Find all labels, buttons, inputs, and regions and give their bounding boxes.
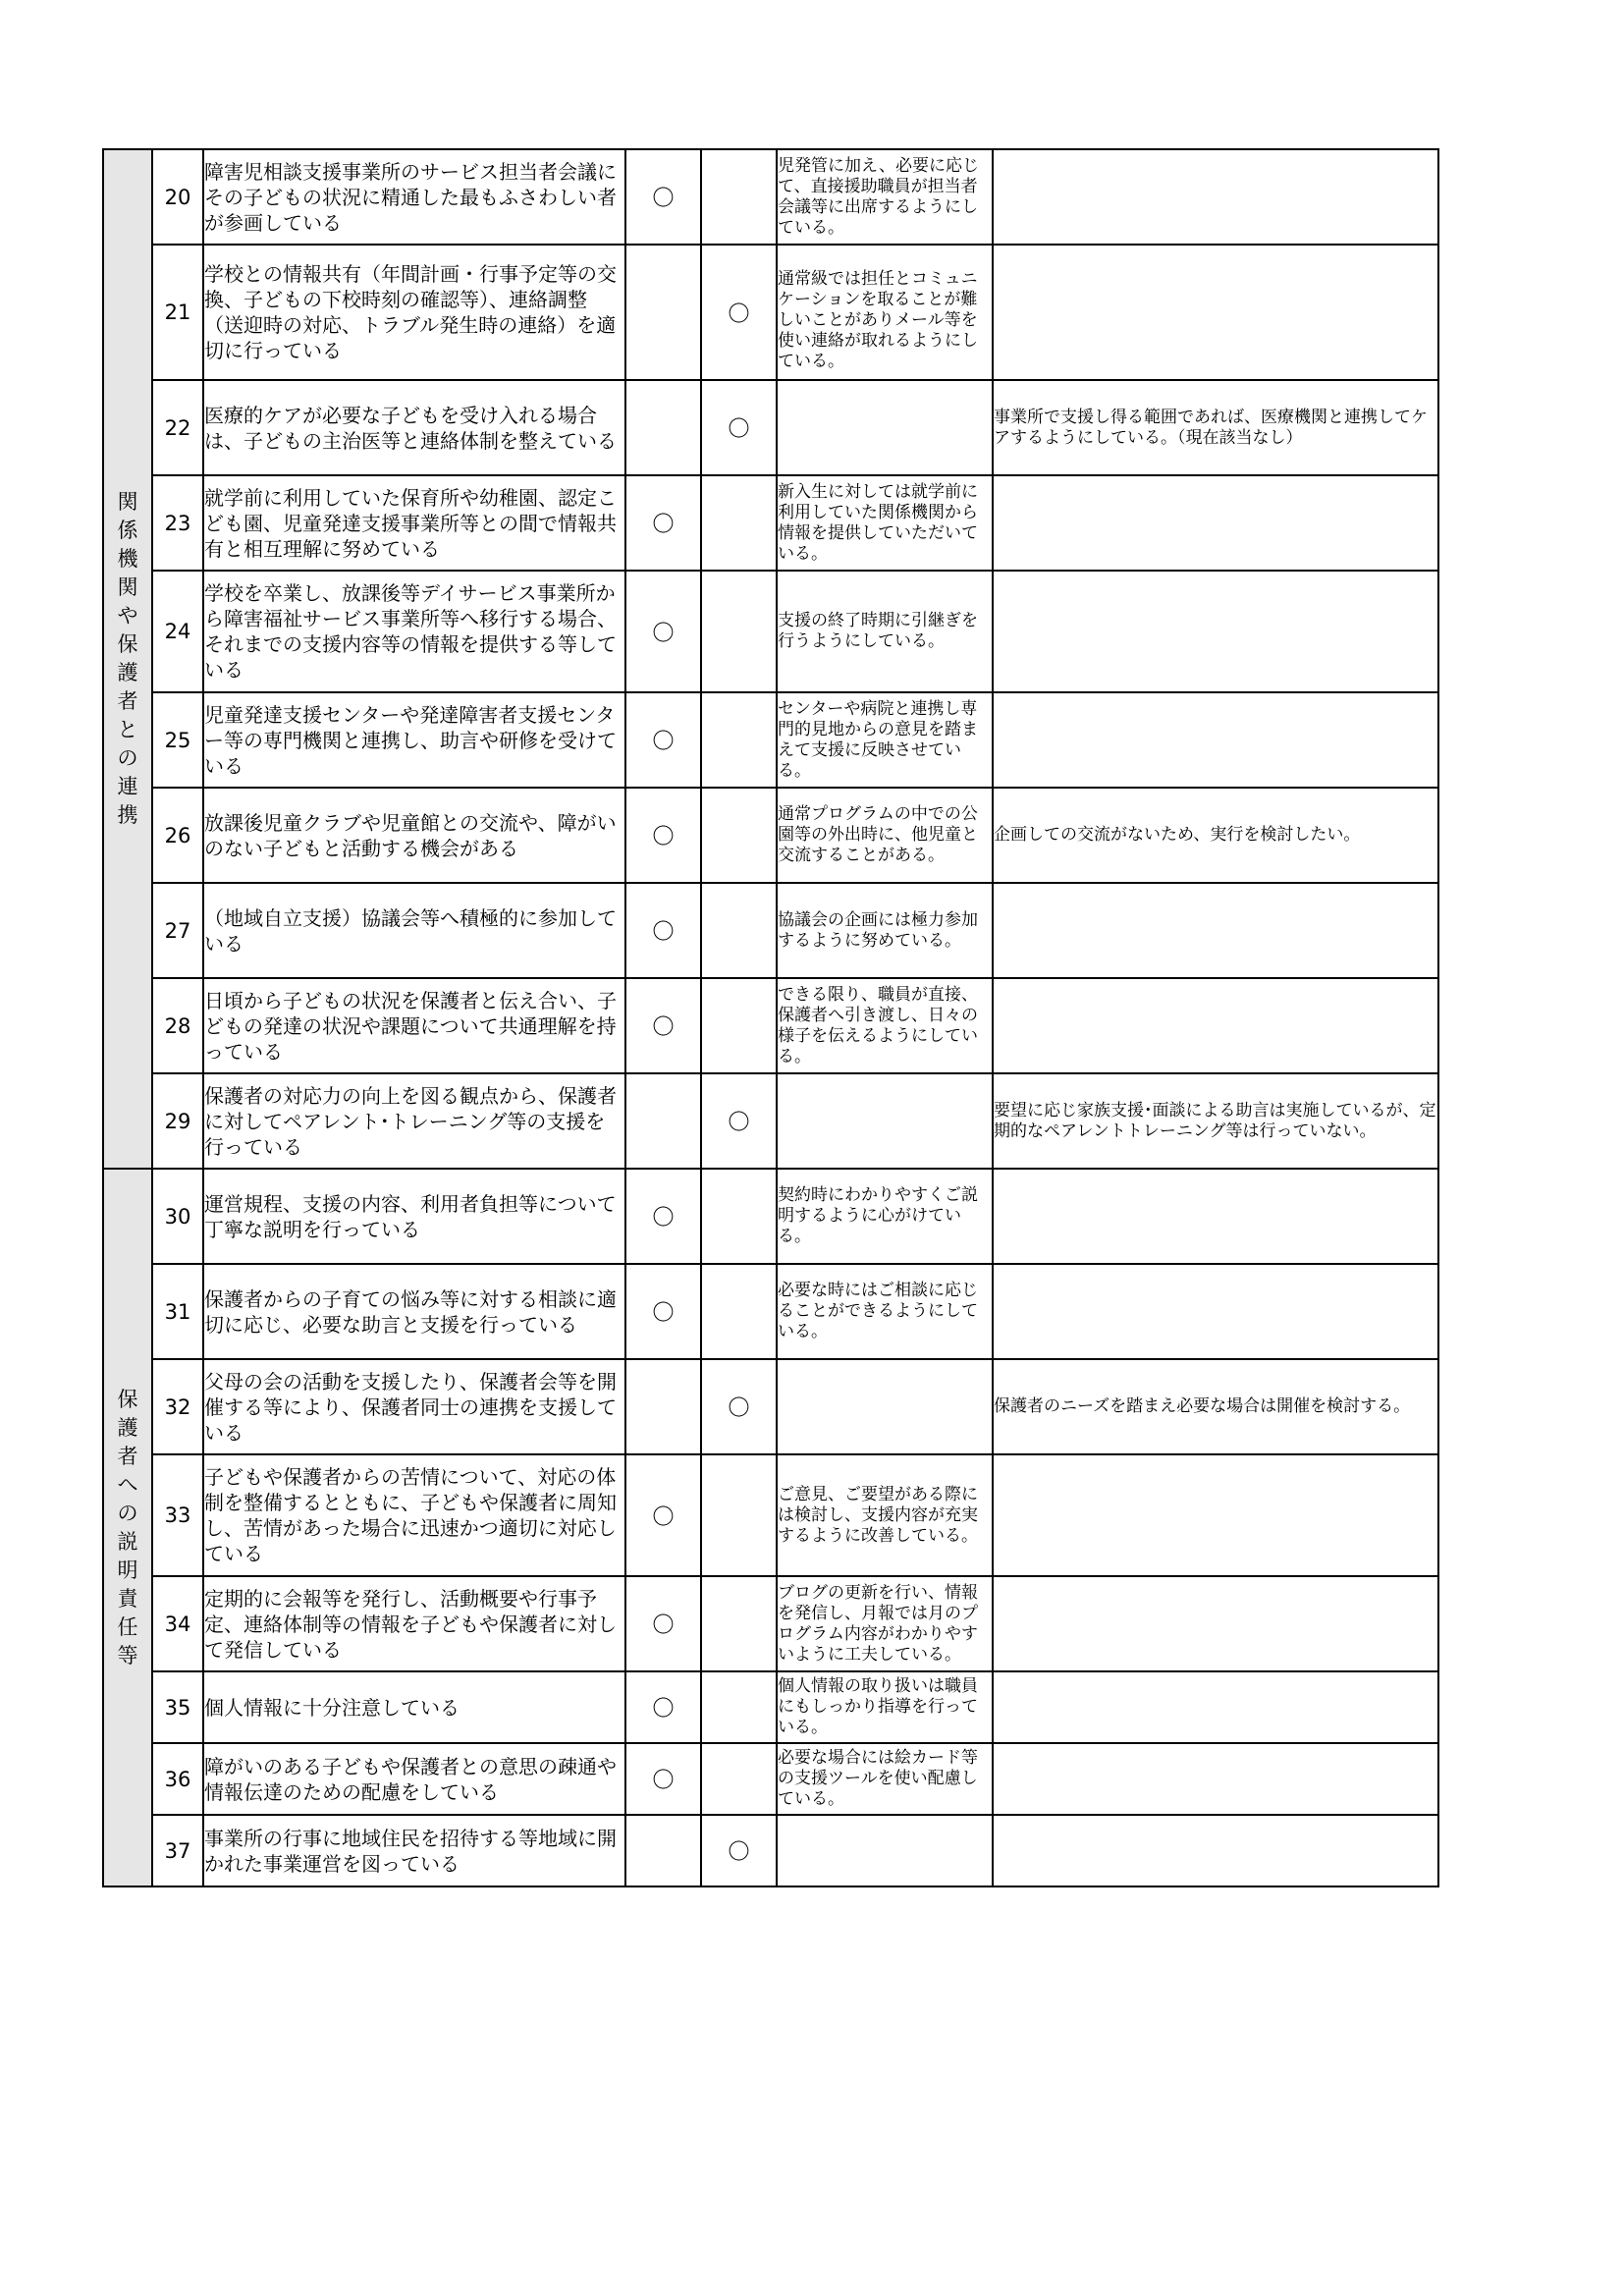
yes-mark: 〇: [652, 825, 675, 849]
table-row: [103, 1169, 1438, 1264]
mark-yes-cell: [625, 978, 701, 1073]
improvement-note: [777, 692, 993, 788]
remark-text: [993, 883, 1438, 978]
mark-no-cell: [701, 149, 777, 245]
no-mark: 〇: [728, 1840, 750, 1865]
table-row: [103, 475, 1438, 571]
yes-mark: 〇: [652, 1301, 675, 1326]
remark-text: [993, 1576, 1438, 1671]
table-row: [103, 1359, 1438, 1454]
mark-no-cell: [701, 245, 777, 380]
improvement-note: [777, 149, 993, 245]
mark-yes-cell: [625, 1815, 701, 1886]
note-text: 契約時にわかりやすくご説明するように心がけている。: [778, 1185, 978, 1246]
item-text: 定期的に会報等を発行し、活動概要や行事予定、連絡体制等の情報を子どもや保護者に対して発信している: [203, 1576, 625, 1671]
item-number: 26: [152, 788, 203, 883]
item-number: 27: [152, 883, 203, 978]
mark-yes-cell: [625, 475, 701, 571]
mark-no-cell: [701, 1169, 777, 1264]
evaluation-table: [102, 148, 1439, 1887]
remark-text: 保護者のニーズを踏まえ必要な場合は開催を検討する。: [993, 1359, 1438, 1454]
yes-mark: 〇: [652, 513, 675, 537]
remark-text: 企画しての交流がないため、実行を検討したい。: [993, 788, 1438, 883]
remark-text: [993, 1454, 1438, 1576]
yes-mark: 〇: [652, 187, 675, 211]
table-row: [103, 1454, 1438, 1576]
item-text: 就学前に利用していた保育所や幼稚園、認定こども園、児童発達支援事業所等との間で情報共有と相互理解に努めている: [203, 475, 625, 571]
improvement-note: [777, 1743, 993, 1815]
remark-text: 事業所で支援し得る範囲であれば、医療機関と連携してケアするようにしている。（現在該当なし）: [993, 380, 1438, 475]
improvement-note: [777, 883, 993, 978]
yes-mark: 〇: [652, 621, 675, 646]
remark-text: [993, 571, 1438, 692]
item-number: 37: [152, 1815, 203, 1886]
note-text: 新入生に対しては就学前に利用していた関係機関から情報を提供していただいている。: [778, 481, 978, 564]
item-text: 医療的ケアが必要な子どもを受け入れる場合は、子どもの主治医等と連絡体制を整えている: [203, 380, 625, 475]
item-text: 学校との情報共有（年間計画・行事予定等の交換、子どもの下校時刻の確認等）、連絡調整（送迎時の対応、トラブル発生時の連絡）を適切に行っている: [203, 245, 625, 380]
improvement-note: [777, 1454, 993, 1576]
note-text: センターや病院と連携し専門的見地からの意見を踏まえて支援に反映させている。: [778, 698, 978, 781]
no-mark: 〇: [728, 301, 750, 327]
mark-yes-cell: [625, 692, 701, 788]
section-title: 関係機関や保護者との連携: [117, 490, 138, 827]
mark-yes-cell: [625, 245, 701, 380]
remark-text: [993, 245, 1438, 380]
improvement-note: [777, 1169, 993, 1264]
no-mark: 〇: [728, 417, 750, 442]
item-text: 放課後児童クラブや児童館との交流や、障がいのない子どもと活動する機会がある: [203, 788, 625, 883]
mark-no-cell: [701, 1576, 777, 1671]
improvement-note: [777, 978, 993, 1073]
item-number: 20: [152, 149, 203, 245]
item-text: 運営規程、支援の内容、利用者負担等について丁寧な説明を行っている: [203, 1169, 625, 1264]
mark-yes-cell: [625, 1264, 701, 1359]
item-number: 31: [152, 1264, 203, 1359]
item-text: 保護者の対応力の向上を図る観点から、保護者に対してペアレント･トレーニング等の支援を行っている: [203, 1073, 625, 1169]
improvement-note: [777, 1576, 993, 1671]
yes-mark: 〇: [652, 1206, 675, 1230]
table-row: [103, 1264, 1438, 1359]
note-text: 通常プログラムの中での公園等の外出時に、他児童と交流することがある。: [778, 804, 978, 865]
remark-text: [993, 692, 1438, 788]
item-number: 23: [152, 475, 203, 571]
note-text: ブログの更新を行い、情報を発信し、月報では月のプログラム内容がわかりやすいように工夫している。: [778, 1582, 978, 1665]
item-number: 35: [152, 1671, 203, 1743]
note-text: できる限り、職員が直接、保護者へ引き渡し、日々の様子を伝えるようにしている。: [778, 984, 978, 1066]
improvement-note: [777, 245, 993, 380]
mark-yes-cell: [625, 1454, 701, 1576]
table-row: [103, 788, 1438, 883]
table-row: [103, 380, 1438, 475]
section-title: 保護者への説明責任等: [117, 1387, 138, 1667]
mark-no-cell: [701, 692, 777, 788]
mark-no-cell: [701, 1264, 777, 1359]
item-text: 学校を卒業し、放課後等デイサービス事業所から障害福祉サービス事業所等へ移行する場合、それまでの支援内容等の情報を提供する等している: [203, 571, 625, 692]
improvement-note: [777, 571, 993, 692]
yes-mark: 〇: [652, 1613, 675, 1638]
improvement-note: [777, 475, 993, 571]
yes-mark: 〇: [652, 1769, 675, 1793]
remark-text: [993, 149, 1438, 245]
mark-no-cell: [701, 788, 777, 883]
item-number: 21: [152, 245, 203, 380]
mark-no-cell: [701, 1359, 777, 1454]
improvement-note: [777, 1671, 993, 1743]
mark-yes-cell: [625, 1169, 701, 1264]
remark-text: [993, 1743, 1438, 1815]
table-row: [103, 883, 1438, 978]
table-row: [103, 1576, 1438, 1671]
mark-no-cell: [701, 1454, 777, 1576]
note-text: 児発管に加え、必要に応じて、直接援助職員が担当者会議等に出席するようにしている。: [778, 155, 980, 238]
item-number: 28: [152, 978, 203, 1073]
mark-yes-cell: [625, 380, 701, 475]
yes-mark: 〇: [652, 1697, 675, 1722]
item-text: 障がいのある子どもや保護者との意思の疎通や情報伝達のための配慮をしている: [203, 1743, 625, 1815]
mark-yes-cell: [625, 1073, 701, 1169]
remark-text: [993, 1671, 1438, 1743]
note-text: 通常級では担任とコミュニケーションを取ることが難しいことがありメール等を使い連絡が取れるようにしている。: [778, 269, 978, 371]
improvement-note: [777, 1359, 993, 1454]
table-row: [103, 1671, 1438, 1743]
mark-no-cell: [701, 1743, 777, 1815]
section-label: [103, 149, 152, 1169]
item-number: 30: [152, 1169, 203, 1264]
mark-yes-cell: [625, 1359, 701, 1454]
remark-text: [993, 1815, 1438, 1886]
item-number: 22: [152, 380, 203, 475]
item-number: 36: [152, 1743, 203, 1815]
mark-no-cell: [701, 475, 777, 571]
mark-no-cell: [701, 883, 777, 978]
table-row: [103, 571, 1438, 692]
improvement-note: [777, 1264, 993, 1359]
mark-no-cell: [701, 1073, 777, 1169]
mark-yes-cell: [625, 571, 701, 692]
mark-no-cell: [701, 1815, 777, 1886]
item-text: 父母の会の活動を支援したり、保護者会等を開催する等により、保護者同士の連携を支援している: [203, 1359, 625, 1454]
item-text: 個人情報に十分注意している: [203, 1671, 625, 1743]
table-row: [103, 1815, 1438, 1886]
remark-text: [993, 1169, 1438, 1264]
item-text: 障害児相談支援事業所のサービス担当者会議にその子どもの状況に精通した最もふさわしい者が参画している: [203, 149, 625, 245]
table-row: [103, 692, 1438, 788]
item-text: 事業所の行事に地域住民を招待する等地域に開かれた事業運営を図っている: [203, 1815, 625, 1886]
section-label: [103, 1169, 152, 1886]
mark-yes-cell: [625, 883, 701, 978]
remark-text: [993, 475, 1438, 571]
mark-yes-cell: [625, 149, 701, 245]
yes-mark: 〇: [652, 730, 675, 754]
improvement-note: [777, 380, 993, 475]
remark-text: [993, 978, 1438, 1073]
no-mark: 〇: [728, 1396, 750, 1421]
mark-yes-cell: [625, 1576, 701, 1671]
mark-no-cell: [701, 978, 777, 1073]
item-text: 日頃から子どもの状況を保護者と伝え合い、子どもの発達の状況や課題について共通理解を持っている: [203, 978, 625, 1073]
note-text: 必要な場合には絵カード等の支援ツールを使い配慮している。: [778, 1748, 978, 1809]
note-text: 必要な時にはご相談に応じることができるようにしている。: [778, 1281, 978, 1341]
mark-yes-cell: [625, 788, 701, 883]
note-text: 支援の終了時期に引継ぎを行うようにしている。: [778, 611, 978, 651]
mark-no-cell: [701, 571, 777, 692]
item-text: 保護者からの子育ての悩み等に対する相談に適切に応じ、必要な助言と支援を行っている: [203, 1264, 625, 1359]
mark-no-cell: [701, 1671, 777, 1743]
yes-mark: 〇: [652, 1015, 675, 1040]
item-text: 子どもや保護者からの苦情について、対応の体制を整備するとともに、子どもや保護者に周知し、苦情があった場合に迅速かつ適切に対応している: [203, 1454, 625, 1576]
note-text: ご意見、ご要望がある際には検討し、支援内容が充実するように改善している。: [778, 1484, 978, 1546]
item-text: （地域自立支援）協議会等へ積極的に参加している: [203, 883, 625, 978]
item-text: 児童発達支援センターや発達障害者支援センター等の専門機関と連携し、助言や研修を受けている: [203, 692, 625, 788]
item-number: 29: [152, 1073, 203, 1169]
remark-text: [993, 1264, 1438, 1359]
table-row: [103, 149, 1438, 245]
table-row: [103, 245, 1438, 380]
improvement-note: [777, 788, 993, 883]
remark-text: 要望に応じ家族支援･面談による助言は実施しているが、定期的なペアレントトレーニング等は行っていない。: [993, 1073, 1438, 1169]
item-number: 33: [152, 1454, 203, 1576]
note-text: 個人情報の取り扱いは職員にもしっかり指導を行っている。: [778, 1676, 978, 1737]
no-mark: 〇: [728, 1111, 750, 1135]
mark-no-cell: [701, 380, 777, 475]
improvement-note: [777, 1073, 993, 1169]
yes-mark: 〇: [652, 920, 675, 945]
item-number: 34: [152, 1576, 203, 1671]
item-number: 24: [152, 571, 203, 692]
yes-mark: 〇: [652, 1504, 675, 1530]
item-number: 32: [152, 1359, 203, 1454]
improvement-note: [777, 1815, 993, 1886]
mark-yes-cell: [625, 1743, 701, 1815]
item-number: 25: [152, 692, 203, 788]
table-row: [103, 1743, 1438, 1815]
table-row: [103, 978, 1438, 1073]
mark-yes-cell: [625, 1671, 701, 1743]
note-text: 協議会の企画には極力参加するように努めている。: [778, 909, 978, 951]
table-row: [103, 1073, 1438, 1169]
